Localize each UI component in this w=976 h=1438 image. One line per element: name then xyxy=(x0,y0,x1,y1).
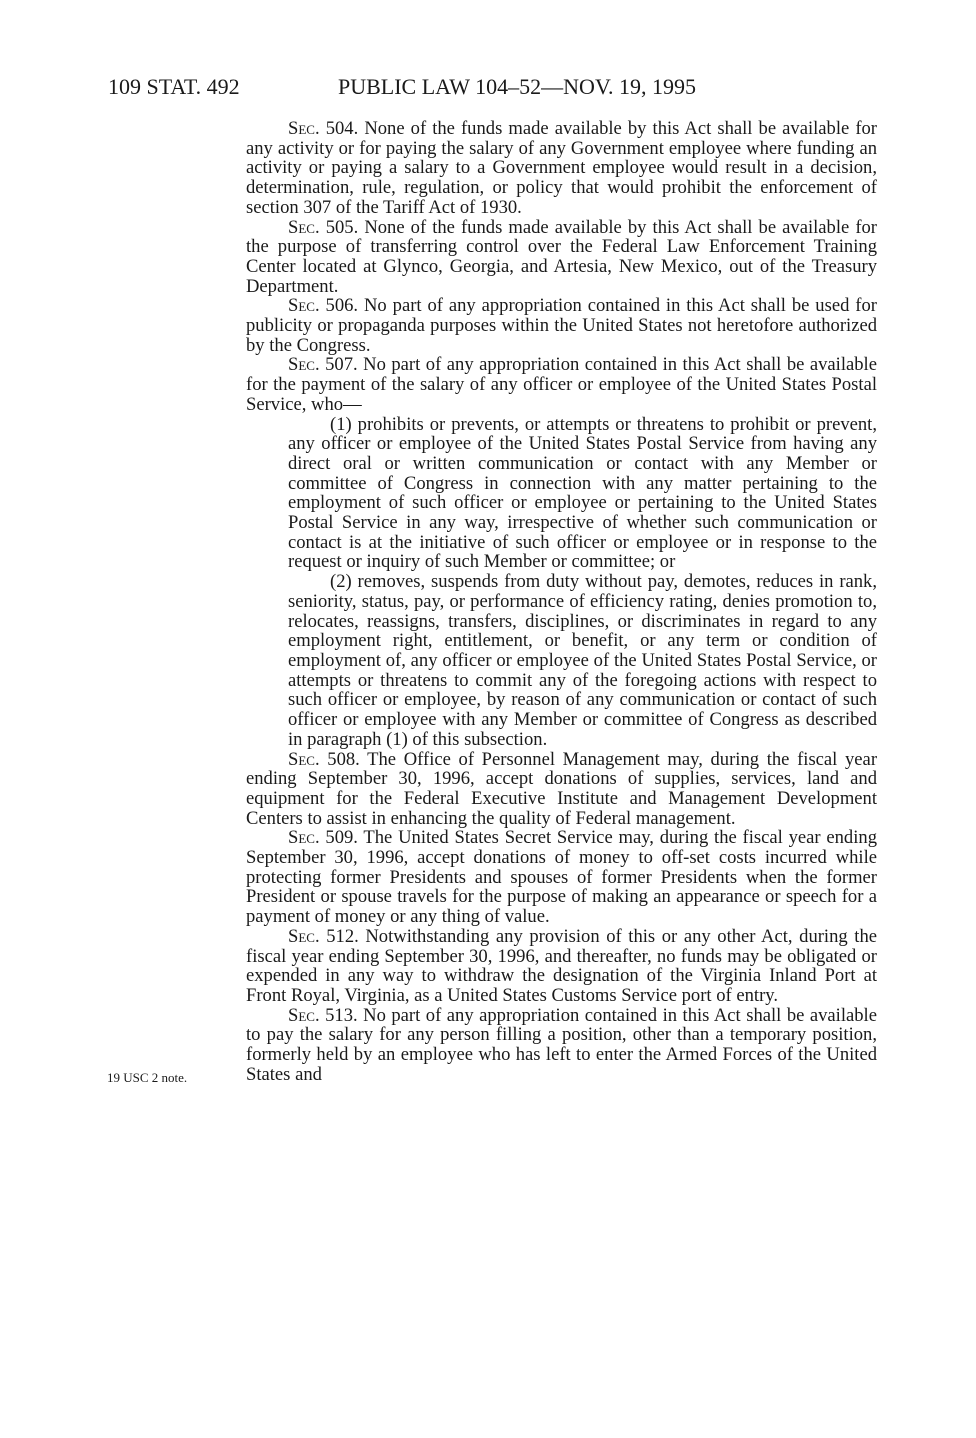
section-508 xyxy=(246,750,877,829)
section-text: None of the funds made available by this Act shall be available for the purpose of transferring control over the Federal Law Enforcement Training Center located at Glynco, Georgia, and Artesia, New Mexico, out of the Treasury Department. xyxy=(246,216,877,297)
section-504 xyxy=(246,119,877,218)
section-number: 512. xyxy=(326,925,359,947)
section-label: Sec. xyxy=(288,295,320,317)
paragraph-item-2: (2) removes, suspends from duty without pay, demotes, reduces in rank, seniority, status, pay, or performance of efficiency rating, denies promotion to, relocates, reassigns, transfers, disciplines, or discriminates in regard to any employment right, entitlement, or benefit, or any term or condition of employment of, any officer or employee of the United States Postal Service, or attempts or threatens to commit any of the foregoing actions with respect to such officer or employee, by reason of any communication or contact of such officer or employee with any Member or committee of Congress as described in paragraph (1) of this subsection. xyxy=(288,571,877,750)
section-label: Sec. xyxy=(288,216,320,238)
section-text: None of the funds made available by this Act shall be available for any activity or for paying the salary of any Government employee where funding an activity or paying a salary to a Government employee would result in a decision, determination, rule, regulation, or policy that would prohibit the enforcement of section 307 of the Tariff Act of 1930. xyxy=(246,118,877,218)
section-label: Sec. xyxy=(288,925,320,947)
section-label: Sec. xyxy=(288,1004,320,1026)
section-label: Sec. xyxy=(288,118,320,139)
section-513 xyxy=(246,1006,877,1085)
section-number: 506. xyxy=(325,295,359,317)
section-512 xyxy=(246,927,877,1006)
section-label: Sec. xyxy=(288,748,320,770)
section-label: Sec. xyxy=(288,354,320,376)
section-509 xyxy=(246,828,877,927)
section-text: No part of any appropriation contained in this Act shall be available for the payment of the salary of any officer or employee of the United States Postal Service, who— xyxy=(246,354,877,415)
margin-note: 19 USC 2 note. xyxy=(107,1070,188,1085)
section-507 xyxy=(246,355,877,414)
section-number: 513. xyxy=(325,1004,358,1026)
section-number: 507. xyxy=(325,354,358,376)
section-number: 509. xyxy=(325,827,358,849)
section-506 xyxy=(246,296,877,355)
section-text: The Office of Personnel Management may, during the fiscal year ending September 30, 1996, accept donations of supplies, services, land and equipment for the Federal Executive Institute and Management Development Centers to assist in enhancing the quality of Federal management. xyxy=(246,748,878,829)
page-header xyxy=(0,74,976,104)
section-text: No part of any appropriation contained in this Act shall be used for publicity or propaganda purposes within the United States not heretofore authorized by the Congress. xyxy=(246,295,877,356)
section-text: The United States Secret Service may, during the fiscal year ending September 30, 1996, accept donations of money to off-set costs incurred while protecting former Presidents and spouses of former Presidents when the former President or spouse travels for the purpose of making an appearance or speech for a payment of money or any thing of value. xyxy=(246,827,877,928)
statute-body xyxy=(246,119,877,1084)
section-number: 505. xyxy=(325,216,359,238)
section-text: Notwithstanding any provision of this or any other Act, during the fiscal year ending September 30, 1996, and thereafter, no funds may be obligated or expended in any way to withdraw the designation of the Virginia Inland Port at Front Royal, Virginia, as a United States Customs Service port of entry. xyxy=(246,925,878,1006)
section-label: Sec. xyxy=(288,827,320,849)
section-505 xyxy=(246,218,877,297)
section-number: 508. xyxy=(327,748,360,770)
stat-page-number: 109 STAT. 492 xyxy=(108,74,240,99)
section-number: 504. xyxy=(325,118,359,139)
section-text: No part of any appropriation contained in this Act shall be available to pay the salary for any person filling a position, other than a temporary position, formerly held by an employee who has left to enter the Armed Forces of the United States and xyxy=(246,1004,877,1085)
running-title: PUBLIC LAW 104–52—NOV. 19, 1995 xyxy=(338,74,696,99)
paragraph-item-1: (1) prohibits or prevents, or attempts or threatens to prohibit or prevent, any officer or employee of the United States Postal Service from having any direct oral or written communication or contact with any Member or committee of Congress in connection with any matter pertaining to the employment of such officer or employee or pertaining to the United States Postal Service in any way, irrespective of whether such communication or contact is at the initiative of such officer or employee or in response to the request or inquiry of such Member or committee; or xyxy=(288,413,877,573)
